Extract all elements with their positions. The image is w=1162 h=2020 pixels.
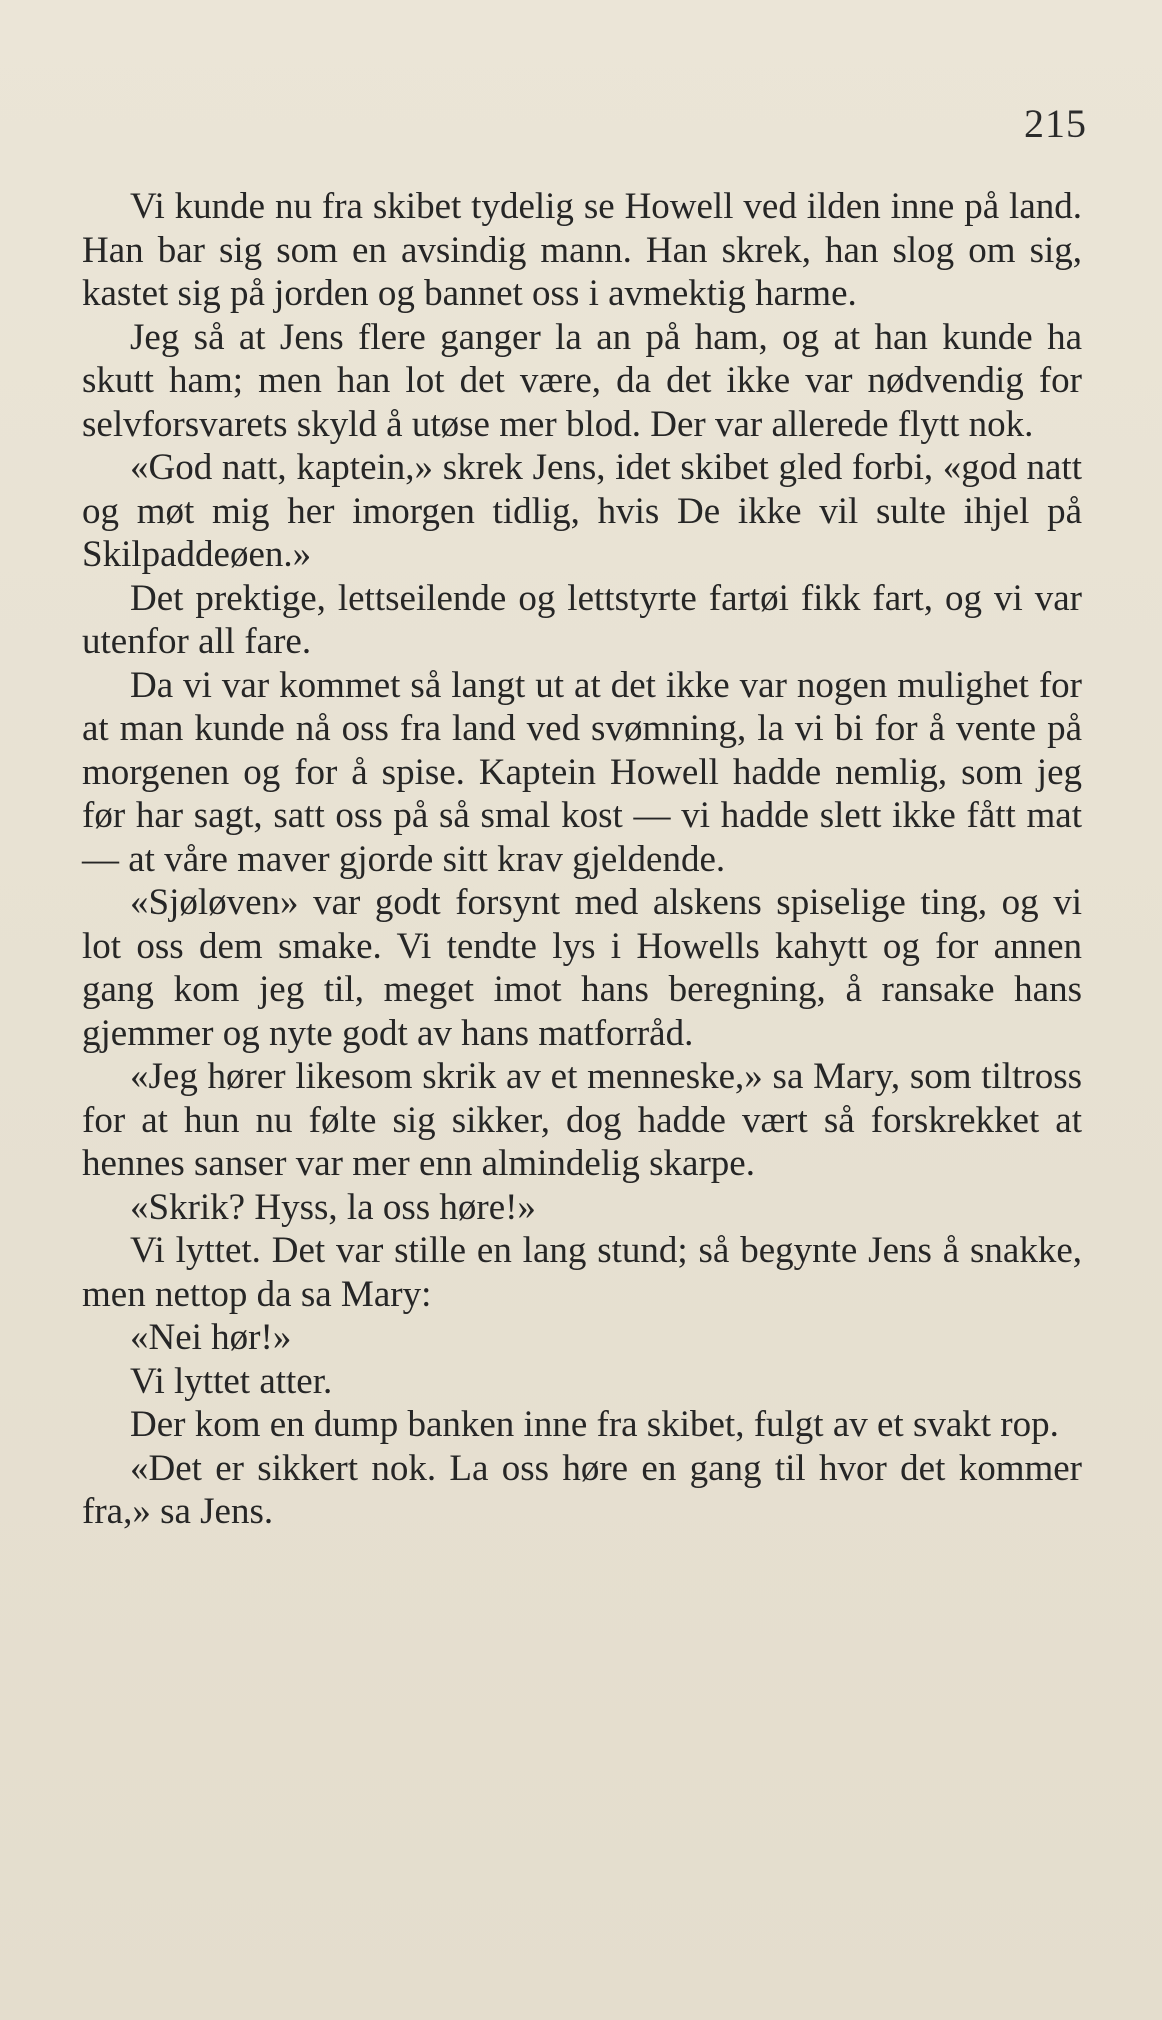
paragraph: «Sjøløven» var godt forsynt med alskens spiselige ting, og vi lot oss dem smake. Vi tendte lys i Howells kahytt og for annen gang kom jeg til, meget imot hans beregning, å ransake hans gjemmer og nyte godt av hans matforråd. [82, 882, 1082, 1054]
page-text [82, 185, 1082, 1534]
paragraph: Vi lyttet atter. [130, 1360, 333, 1402]
paragraph: «God natt, kaptein,» skrek Jens, idet skibet gled forbi, «god natt og møt mig her imorgen tidlig, hvis De ikke vil sulte ihjel på Skilpaddeøen.» [82, 447, 1082, 575]
paragraph: Det prektige, lettseilende og lettstyrte fartøi fikk fart, og vi var utenfor all fare. [82, 577, 1082, 662]
paragraph: Vi kunde nu fra skibet tydelig se Howell ved ilden inne på land. Han bar sig som en avsindig mann. Han skrek, han slog om sig, kastet sig på jorden og bannet oss i avmektig harme. [82, 186, 1082, 314]
paragraph: Vi lyttet. Det var stille en lang stund; så begynte Jens å snakke, men nettop da sa Mary: [82, 1230, 1082, 1315]
page-number: 215 [1024, 101, 1087, 146]
paragraph: Jeg så at Jens flere ganger la an på ham, og at han kunde ha skutt ham; men han lot det være, da det ikke var nødvendig for selvforsvarets skyld å utøse mer blod. Der var allerede flytt nok. [82, 316, 1082, 445]
paragraph: «Jeg hører likesom skrik av et menneske,» sa Mary, som tiltross for at hun nu følte sig sikker, dog hadde vært så forskrekket at hennes sanser var mer enn almindelig skarpe. [82, 1056, 1082, 1184]
paragraph: «Det er sikkert nok. La oss høre en gang til hvor det kommer fra,» sa Jens. [82, 1447, 1082, 1532]
paragraph: «Skrik? Hyss, la oss høre!» [130, 1186, 536, 1228]
paragraph: Der kom en dump banken inne fra skibet, fulgt av et svakt rop. [130, 1404, 1059, 1445]
paragraph: «Nei hør!» [130, 1317, 292, 1358]
paragraph: Da vi var kommet så langt ut at det ikke var nogen mulighet for at man kunde nå oss fra land ved svømning, la vi bi for å vente på morgenen og for å spise. Kaptein Howell hadde nemlig, som jeg før har sagt, satt oss på så smal kost — vi hadde slett ikke fått mat — at våre maver gjorde sitt krav gjeldende. [82, 664, 1082, 880]
